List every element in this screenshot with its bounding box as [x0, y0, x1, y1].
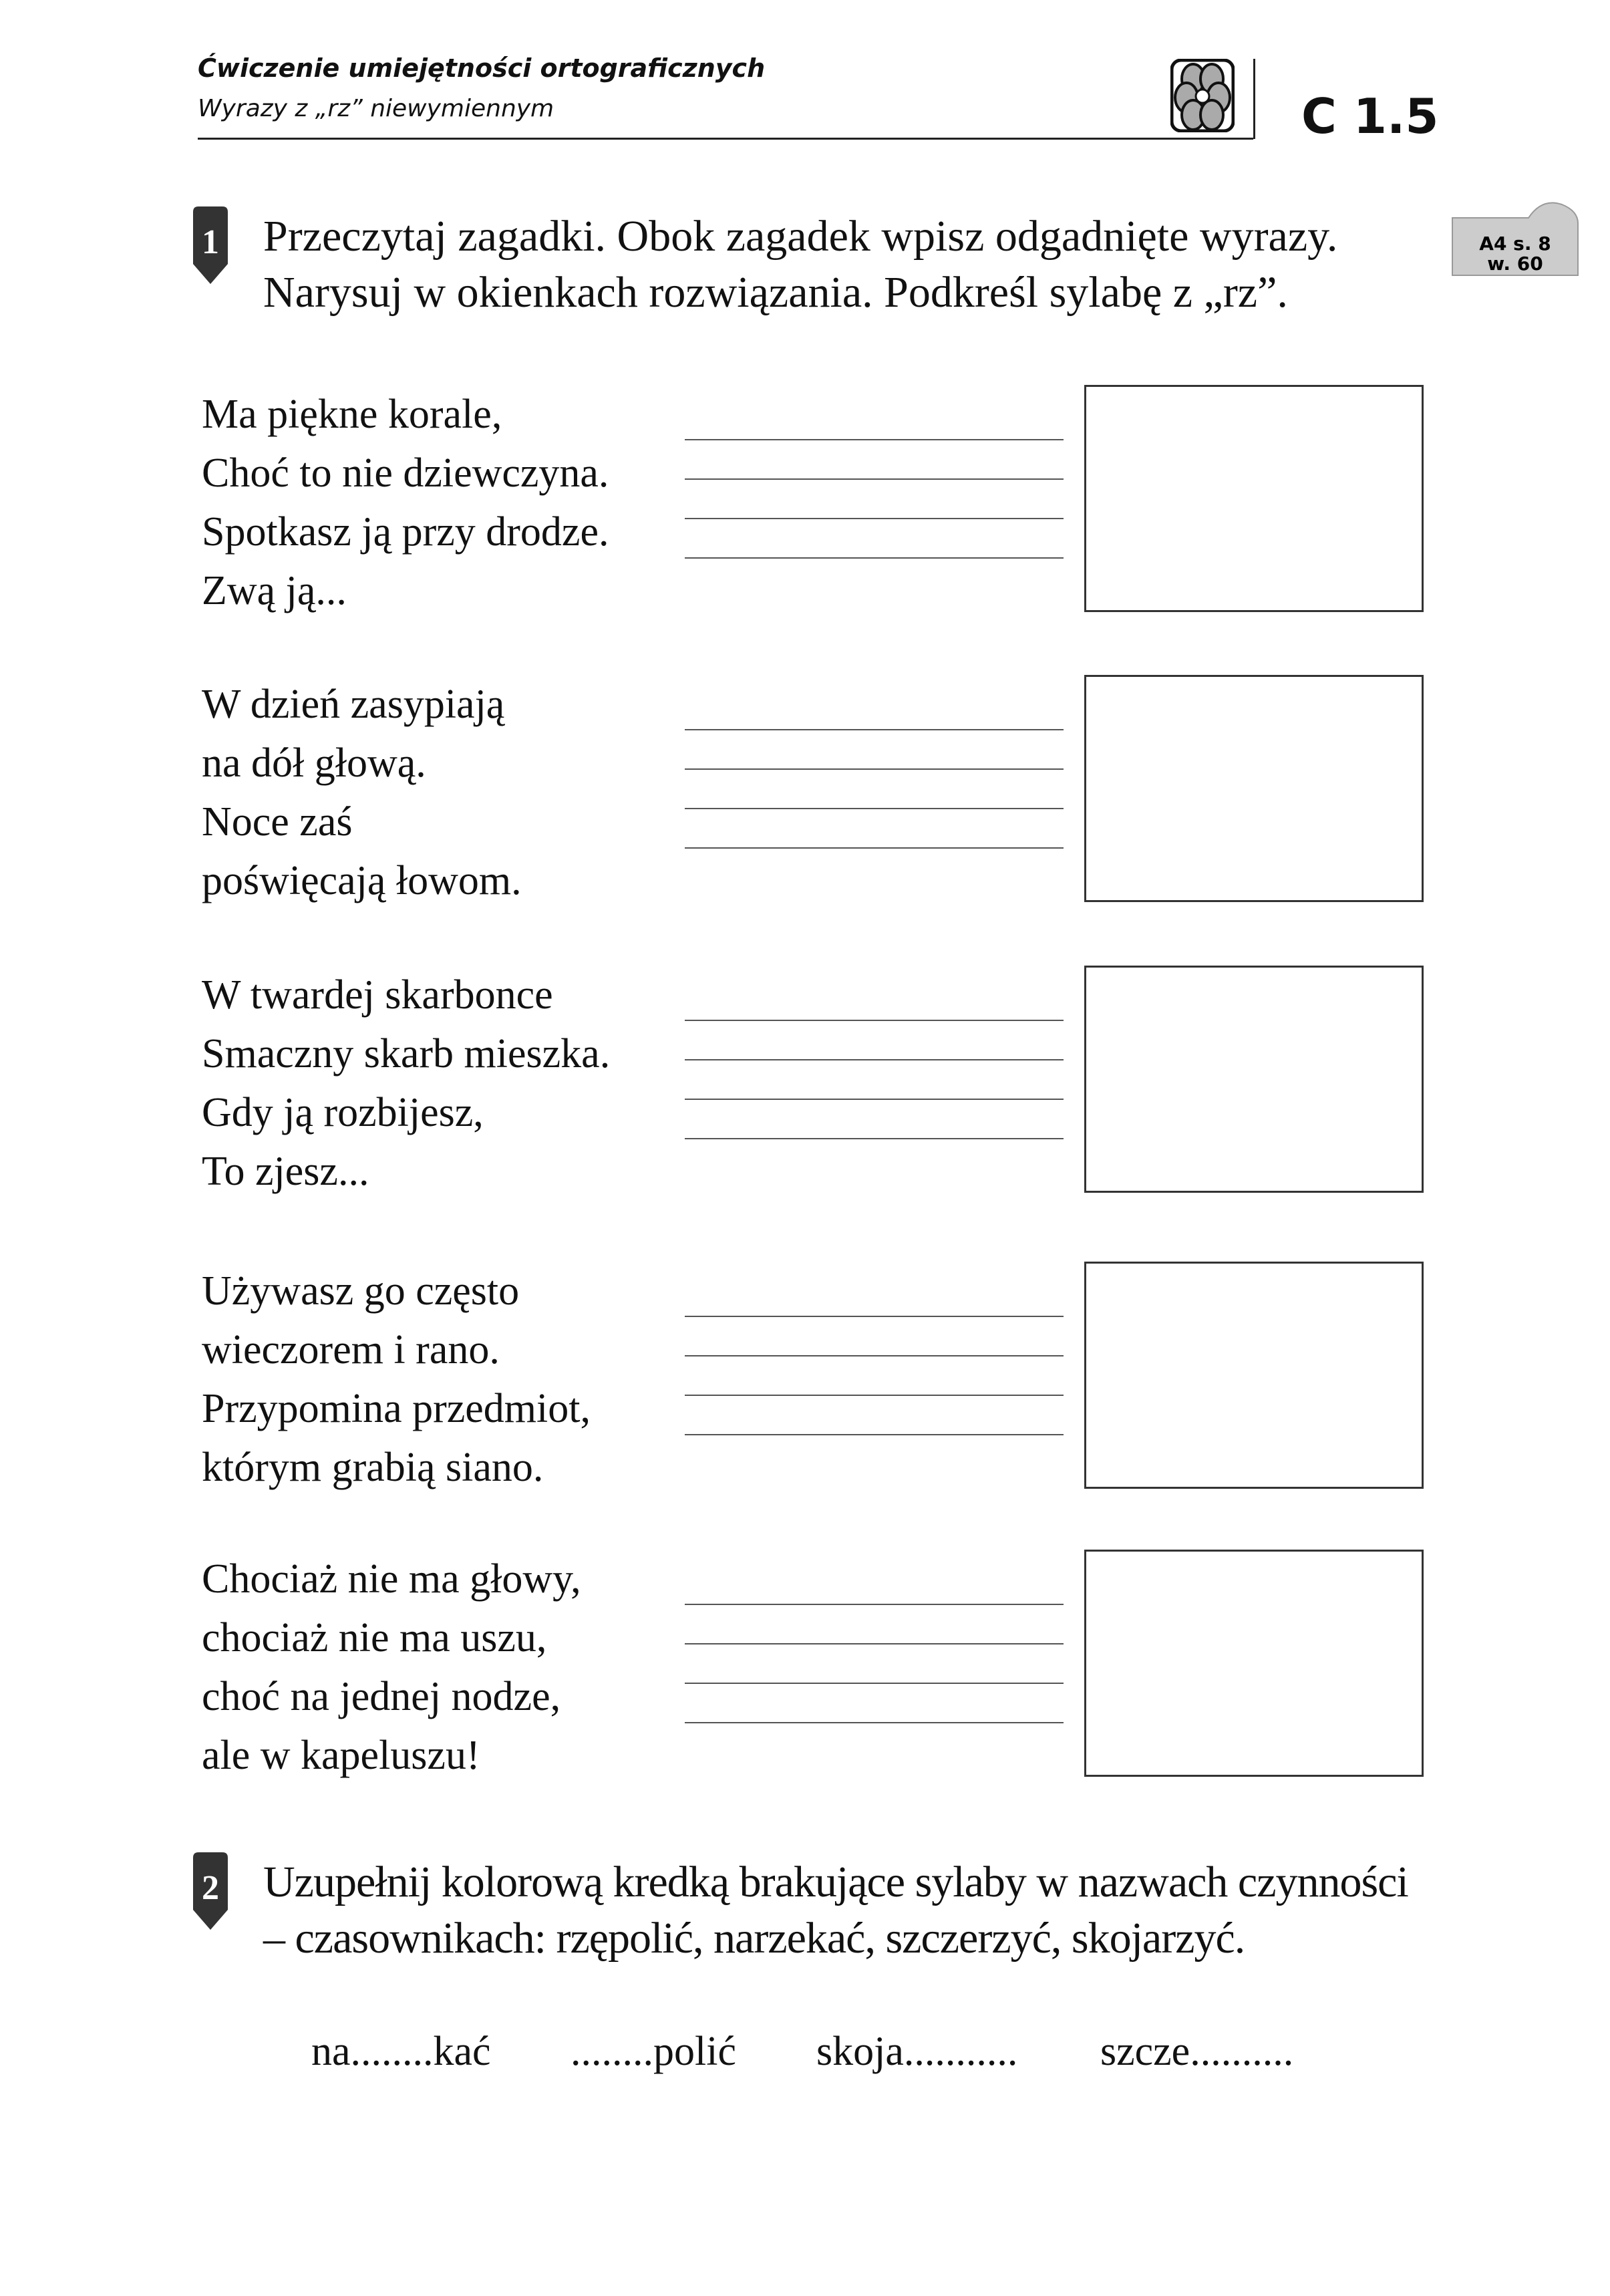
- riddle-line: Noce zaś: [202, 799, 353, 845]
- header-vertical-divider: [1253, 59, 1255, 139]
- answer-line[interactable]: [685, 1138, 1064, 1139]
- answer-line[interactable]: [685, 478, 1064, 480]
- riddle-line: chociaż nie ma uszu,: [202, 1615, 547, 1661]
- reference-exercise: w. 60: [1487, 253, 1543, 275]
- header-divider: [198, 138, 1253, 140]
- fill-word[interactable]: ........polić: [571, 2029, 736, 2074]
- task-number: 1: [202, 223, 219, 261]
- riddle: [202, 675, 522, 910]
- answer-line[interactable]: [685, 1316, 1064, 1317]
- reference-tag: [1448, 198, 1582, 278]
- riddle-line: wieczorem i rano.: [202, 1327, 500, 1373]
- answer-line[interactable]: [685, 1020, 1064, 1021]
- answer-line[interactable]: [685, 1099, 1064, 1100]
- task-number-badge: [190, 205, 230, 285]
- answer-line[interactable]: [685, 1059, 1064, 1060]
- answer-line[interactable]: [685, 1434, 1064, 1435]
- riddle-line: Zwą ją...: [202, 568, 347, 613]
- answer-line[interactable]: [685, 557, 1064, 559]
- answer-line[interactable]: [685, 439, 1064, 440]
- instruction-line: Uzupełnij kolorową kredką brakujące sylaby w nazwach czynności: [263, 1858, 1408, 1906]
- riddle: [202, 385, 609, 620]
- riddle-line: Ma piękne korale,: [202, 392, 502, 437]
- drawing-box[interactable]: [1084, 675, 1424, 902]
- riddle: [202, 1550, 581, 1785]
- answer-line[interactable]: [685, 518, 1064, 519]
- riddle-line: Gdy ją rozbijesz,: [202, 1090, 484, 1135]
- riddle-line: choć na jednej nodze,: [202, 1674, 561, 1719]
- riddle-line: poświęcają łowom.: [202, 858, 522, 903]
- exercise-code: C 1.5: [1301, 88, 1439, 144]
- answer-line[interactable]: [685, 808, 1064, 809]
- answer-line[interactable]: [685, 1683, 1064, 1684]
- riddle-line: Przypomina przedmiot,: [202, 1386, 591, 1431]
- riddle-line: Smaczny skarb mieszka.: [202, 1031, 611, 1077]
- riddle: [202, 966, 610, 1201]
- instruction-line: Narysuj w okienkach rozwiązania. Podkreśl sylabę z „rz”.: [263, 268, 1288, 317]
- drawing-box[interactable]: [1084, 385, 1424, 612]
- fill-word[interactable]: skoja...........: [816, 2029, 1018, 2074]
- riddle-line: To zjesz...: [202, 1149, 369, 1194]
- task-number-badge: [190, 1851, 230, 1931]
- header-title: Ćwiczenie umiejętności ortograficznych: [198, 53, 766, 83]
- instruction-line: Przeczytaj zagadki. Obok zagadek wpisz odgadnięte wyrazy.: [263, 212, 1338, 261]
- header-subtitle: Wyrazy z „rz” niewymiennym: [198, 95, 554, 122]
- riddle-line: Spotkasz ją przy drodze.: [202, 509, 609, 555]
- answer-line[interactable]: [685, 1355, 1064, 1356]
- fill-word[interactable]: na........kać: [311, 2029, 491, 2074]
- drawing-box[interactable]: [1084, 966, 1424, 1193]
- riddle: [202, 1262, 591, 1497]
- answer-line[interactable]: [685, 729, 1064, 730]
- answer-line[interactable]: [685, 1604, 1064, 1605]
- flower-icon: [1170, 59, 1235, 132]
- riddle-line: W twardej skarbonce: [202, 972, 553, 1018]
- fill-word[interactable]: szcze..........: [1100, 2029, 1294, 2074]
- task1-instruction: [263, 208, 1337, 321]
- reference-page: A4 s. 8: [1479, 233, 1551, 255]
- instruction-line: – czasownikach: rzępolić, narzekać, szczerzyć, skojarzyć.: [263, 1914, 1245, 1963]
- riddle-line: Chociaż nie ma głowy,: [202, 1556, 581, 1602]
- drawing-box[interactable]: [1084, 1262, 1424, 1489]
- riddle-line: na dół głową.: [202, 740, 426, 786]
- answer-line[interactable]: [685, 847, 1064, 849]
- answer-line[interactable]: [685, 1643, 1064, 1644]
- riddle-line: Choć to nie dziewczyna.: [202, 450, 609, 496]
- riddle-line: Używasz go często: [202, 1268, 520, 1314]
- drawing-box[interactable]: [1084, 1550, 1424, 1777]
- task2-instruction: [263, 1854, 1408, 1967]
- answer-line[interactable]: [685, 1395, 1064, 1396]
- task-number: 2: [202, 1869, 219, 1907]
- answer-line[interactable]: [685, 1722, 1064, 1723]
- riddle-line: którym grabią siano.: [202, 1445, 544, 1490]
- answer-line[interactable]: [685, 768, 1064, 770]
- riddle-line: ale w kapeluszu!: [202, 1733, 480, 1778]
- riddle-line: W dzień zasypiają: [202, 682, 505, 727]
